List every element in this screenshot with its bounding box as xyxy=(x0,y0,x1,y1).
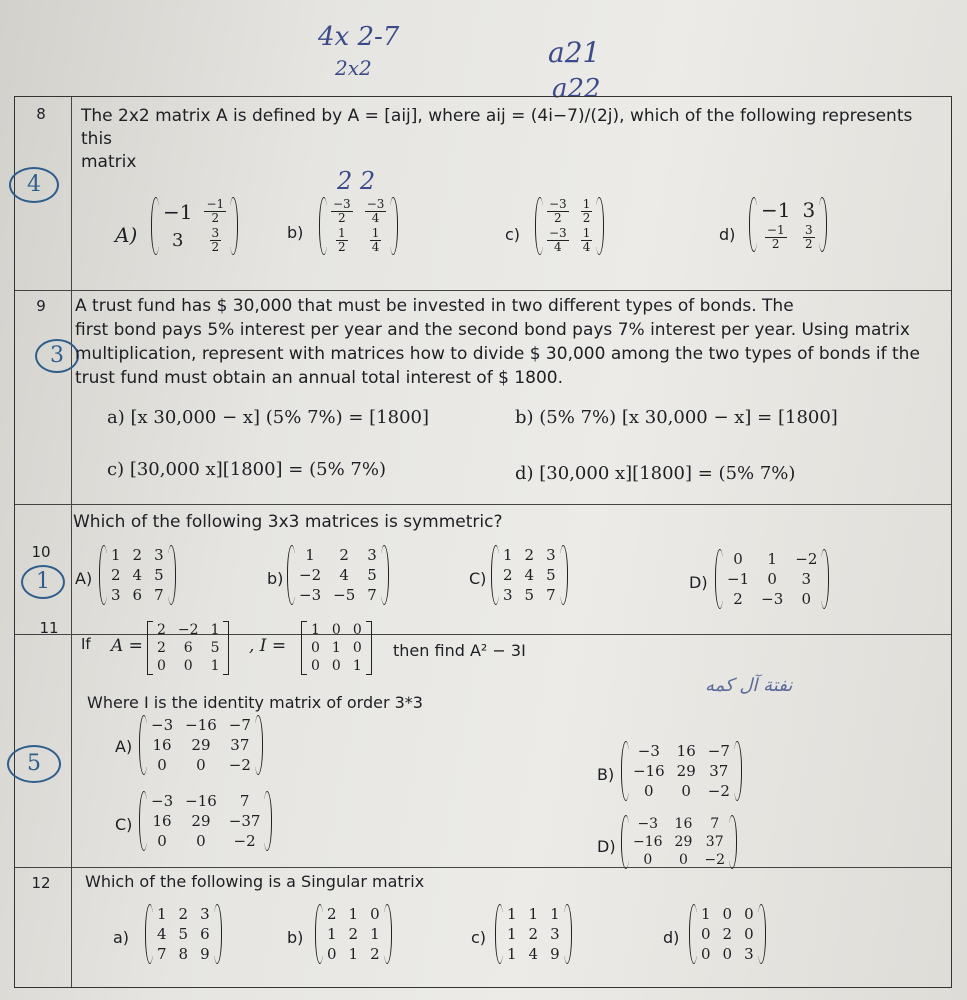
matrix-cell: 0 xyxy=(157,658,166,674)
option-b[interactable]: b) (5% 7%) [x 30,000 − x] = [1800] xyxy=(515,407,838,428)
matrix-cell: 7 xyxy=(367,586,377,604)
option-label: c) xyxy=(471,928,487,947)
matrix-cell: 9 xyxy=(200,945,210,963)
matrix-cell: 1 xyxy=(507,905,517,923)
question-text: Which of the following 3x3 matrices is symmetric? xyxy=(73,512,503,532)
matrix-cell: −2 xyxy=(233,832,256,850)
option-label: a) xyxy=(113,928,130,947)
matrix-cell: 2 xyxy=(370,945,380,963)
question-number: 8 xyxy=(36,105,46,123)
matrix-cell: 2 xyxy=(528,925,539,943)
option-matrix: $\frac{-3}{2}$ $\frac{1}{2}$ $\frac{-3}{4}$ $\frac{1}{4}$ xyxy=(541,197,598,255)
matrix-cell: 0 xyxy=(722,945,733,963)
question-text: Which of the following is a Singular matrix xyxy=(85,872,425,891)
question-text: The 2x2 matrix A is defined by A = [aij], where aij = (4i−7)/(2j), which of the following represents this xyxy=(81,106,913,149)
question-i-label: , I = xyxy=(249,636,287,656)
matrix-cell: −16 xyxy=(185,792,217,810)
matrix-cell: 6 xyxy=(200,925,210,943)
matrix-cell: 0 xyxy=(744,905,754,923)
option-label: A) xyxy=(75,569,93,588)
matrix-cell: −5 xyxy=(333,586,356,604)
matrix-cell: 29 xyxy=(191,736,211,754)
matrix-cell: 7 xyxy=(154,586,164,604)
matrix-cell: −16 xyxy=(633,834,663,850)
matrix-cell: 0 xyxy=(801,590,812,608)
matrix-cell: 4 xyxy=(132,566,143,584)
handwritten-arabic: نفتة آل كمه xyxy=(705,675,793,696)
matrix-cell: 1 xyxy=(311,622,320,638)
matrix-cell: 0 xyxy=(679,852,688,868)
matrix-cell: −2 xyxy=(704,852,726,868)
matrix-cell: −2 xyxy=(795,550,818,568)
matrix-cell: 6 xyxy=(132,586,143,604)
answer-circle: 1 xyxy=(21,565,65,599)
matrix-cell: 2 xyxy=(722,925,733,943)
option-matrix xyxy=(627,815,731,869)
matrix-cell: −3 xyxy=(637,816,659,832)
matrix-cell: 1 xyxy=(305,546,315,564)
option-matrix xyxy=(627,741,736,801)
matrix-cell: −2 xyxy=(177,622,199,638)
matrix-cell: 0 xyxy=(701,945,711,963)
matrix-cell: 4 xyxy=(339,566,349,584)
matrix-cell: 7 xyxy=(239,792,250,810)
option-matrix: −1 $\frac{-1}{2}$ 3 $\frac{3}{2}$ xyxy=(157,197,232,255)
matrix-cell: −16 xyxy=(633,762,665,780)
matrix-cell: −3 xyxy=(637,742,660,760)
matrix-cell: −7 xyxy=(707,742,730,760)
matrix-cell: 5 xyxy=(154,566,164,584)
matrix-cell: 2 xyxy=(111,566,121,584)
matrix-cell: −2 xyxy=(228,756,251,774)
option-label: b) xyxy=(287,928,304,947)
option-label: A) xyxy=(115,737,133,756)
option-matrix xyxy=(497,545,562,605)
matrix-cell: 1 xyxy=(331,640,341,656)
option-matrix xyxy=(721,549,823,609)
matrix-cell: −3 xyxy=(299,586,322,604)
option-label: D) xyxy=(597,837,616,856)
matrix-cell: 29 xyxy=(676,762,696,780)
matrix-cell: 2 xyxy=(327,905,337,923)
option-label: B) xyxy=(597,765,615,784)
matrix-cell: 0 xyxy=(331,658,341,674)
matrix-cell: 3 xyxy=(503,586,513,604)
option-matrix xyxy=(293,545,383,605)
option-label: C) xyxy=(469,569,487,588)
question-number: 10 xyxy=(31,543,51,561)
option-matrix xyxy=(145,715,257,775)
question-a-label: A = xyxy=(111,636,143,656)
matrix-cell: 2 xyxy=(157,622,166,638)
option-a[interactable]: a) [x 30,000 − x] (5% 7%) = [1800] xyxy=(107,407,430,428)
matrix-cell: −3 xyxy=(151,792,174,810)
matrix-cell: 0 xyxy=(352,622,362,638)
matrix-cell: 3 xyxy=(200,905,210,923)
matrix-cell: 7 xyxy=(710,816,720,832)
question-number: 12 xyxy=(31,874,51,892)
question-where: Where I is the identity matrix of order 3*3 xyxy=(87,693,423,712)
matrix-cell: 4 xyxy=(157,925,167,943)
matrix-cell: 1 xyxy=(701,905,711,923)
question-text-2: matrix xyxy=(81,152,137,172)
option-matrix: $\frac{-3}{2}$ $\frac{-3}{4}$ $\frac{1}{2}$ $\frac{1}{4}$ xyxy=(325,197,392,255)
matrix-cell: 0 xyxy=(722,905,733,923)
matrix-cell: 1 xyxy=(528,905,539,923)
matrix-cell: 5 xyxy=(546,566,556,584)
question-12 xyxy=(15,867,951,988)
matrix-cell: 0 xyxy=(352,640,362,656)
matrix-cell: 37 xyxy=(709,762,729,780)
matrix-cell: 29 xyxy=(191,812,211,830)
matrix-cell: 0 xyxy=(196,756,206,774)
matrix-cell: 0 xyxy=(643,852,653,868)
question-table xyxy=(14,96,952,988)
matrix-cell: 2 xyxy=(339,546,349,564)
matrix-cell: 4 xyxy=(524,566,535,584)
handwritten-note-top-left-2: 2x2 xyxy=(335,56,372,80)
matrix-cell: 37 xyxy=(705,834,724,850)
matrix-cell: 0 xyxy=(744,925,754,943)
matrix-cell: 0 xyxy=(183,658,193,674)
option-matrix xyxy=(501,904,566,964)
matrix-cell: 2 xyxy=(348,925,359,943)
option-matrix xyxy=(151,904,216,964)
matrix-cell: 5 xyxy=(178,925,189,943)
option-label: d) xyxy=(663,928,680,947)
question-line: multiplication, represent with matrices how to divide $ 30,000 among the two types of bonds if the xyxy=(75,344,920,364)
question-9 xyxy=(15,290,951,505)
question-11 xyxy=(15,619,951,868)
answer-circle: 4 xyxy=(9,167,59,203)
matrix-cell: 0 xyxy=(701,925,711,943)
matrix-cell: −16 xyxy=(185,716,217,734)
matrix-cell: 16 xyxy=(152,736,172,754)
option-matrix xyxy=(321,904,386,964)
matrix-cell: 37 xyxy=(230,736,250,754)
question-8 xyxy=(15,97,951,290)
handwritten-note-a22: a22 xyxy=(552,74,601,104)
matrix-cell: 3 xyxy=(546,546,556,564)
matrix-cell: 1 xyxy=(507,945,517,963)
matrix-cell: 7 xyxy=(157,945,167,963)
matrix-cell: 0 xyxy=(311,640,320,656)
option-d[interactable]: d) [30,000 x][1800] = (5% 7%) xyxy=(515,463,796,484)
matrix-cell: 1 xyxy=(111,546,121,564)
question-line: trust fund must obtain an annual total interest of $ 1800. xyxy=(75,368,563,388)
matrix-cell: 2 xyxy=(157,640,166,656)
option-matrix xyxy=(695,904,760,964)
matrix-cell: 1 xyxy=(550,905,560,923)
matrix-cell: 1 xyxy=(327,925,337,943)
question-10 xyxy=(15,504,951,635)
answer-circle: 5 xyxy=(7,745,61,783)
matrix-cell: 3 xyxy=(550,925,560,943)
option-matrix xyxy=(105,545,170,605)
matrix-a xyxy=(151,621,225,675)
option-label: A) xyxy=(115,223,138,247)
option-label: b) xyxy=(267,569,284,588)
matrix-cell: 7 xyxy=(546,586,556,604)
option-label: D) xyxy=(689,573,708,592)
handwritten-note-a21: a21 xyxy=(548,36,601,69)
question-line: A trust fund has $ 30,000 that must be invested in two different types of bonds. The xyxy=(75,296,794,316)
matrix-cell: −1 xyxy=(727,570,750,588)
matrix-cell: 3 xyxy=(367,546,377,564)
matrix-cell: 5 xyxy=(524,586,535,604)
answer-circle: 3 xyxy=(35,339,79,373)
matrix-identity xyxy=(305,621,368,675)
matrix-cell: 0 xyxy=(327,945,337,963)
matrix-cell: 2 xyxy=(524,546,535,564)
matrix-cell: 4 xyxy=(528,945,539,963)
matrix-cell: 1 xyxy=(348,905,359,923)
matrix-cell: 1 xyxy=(157,905,167,923)
matrix-cell: 2 xyxy=(132,546,143,564)
matrix-cell: 0 xyxy=(681,782,691,800)
matrix-cell: 0 xyxy=(767,570,777,588)
question-number: 9 xyxy=(36,297,46,315)
matrix-cell: 9 xyxy=(550,945,560,963)
option-matrix: −1 3 $\frac{-1}{2}$ $\frac{3}{2}$ xyxy=(755,197,821,252)
question-if: If xyxy=(81,635,91,653)
matrix-cell: 0 xyxy=(644,782,654,800)
option-label: b) xyxy=(287,223,304,242)
option-label: d) xyxy=(719,225,736,244)
option-label: C) xyxy=(115,815,133,834)
matrix-cell: 2 xyxy=(733,590,743,608)
matrix-cell: 3 xyxy=(744,945,754,963)
option-matrix xyxy=(145,791,266,851)
matrix-cell: −3 xyxy=(151,716,174,734)
matrix-cell: 0 xyxy=(196,832,206,850)
question-number: 11 xyxy=(39,619,59,637)
question-line: first bond pays 5% interest per year and the second bond pays 7% interest per year. Using matrix xyxy=(75,320,910,340)
matrix-cell: 0 xyxy=(370,905,380,923)
question-then: then find A² − 3I xyxy=(393,641,526,660)
matrix-cell: 1 xyxy=(210,658,220,674)
matrix-cell: −7 xyxy=(228,716,251,734)
matrix-cell: 5 xyxy=(210,640,220,656)
matrix-cell: 1 xyxy=(503,546,513,564)
matrix-cell: 1 xyxy=(352,658,362,674)
matrix-cell: 16 xyxy=(674,816,693,832)
matrix-cell: 3 xyxy=(111,586,121,604)
matrix-cell: 16 xyxy=(676,742,696,760)
matrix-cell: 0 xyxy=(157,756,167,774)
matrix-cell: 3 xyxy=(154,546,164,564)
matrix-cell: 1 xyxy=(507,925,517,943)
matrix-cell: −37 xyxy=(228,812,261,830)
matrix-cell: −2 xyxy=(707,782,730,800)
matrix-cell: 16 xyxy=(152,812,172,830)
matrix-cell: −3 xyxy=(761,590,784,608)
matrix-cell: 0 xyxy=(157,832,167,850)
matrix-cell: 0 xyxy=(331,622,341,638)
matrix-cell: 1 xyxy=(210,622,220,638)
handwritten-note: 2 2 xyxy=(337,167,376,195)
matrix-cell: 1 xyxy=(370,925,380,943)
matrix-cell: 5 xyxy=(367,566,377,584)
matrix-cell: 8 xyxy=(178,945,189,963)
matrix-cell: −2 xyxy=(299,566,322,584)
option-c[interactable]: c) [30,000 x][1800] = (5% 7%) xyxy=(107,459,386,480)
matrix-cell: 0 xyxy=(311,658,320,674)
matrix-cell: 6 xyxy=(183,640,193,656)
matrix-cell: 3 xyxy=(801,570,812,588)
matrix-cell: 1 xyxy=(348,945,359,963)
matrix-cell: 29 xyxy=(674,834,693,850)
matrix-cell: 2 xyxy=(178,905,189,923)
handwritten-note-top-left: 4x 2-7 xyxy=(318,22,400,52)
matrix-cell: 1 xyxy=(767,550,777,568)
option-label: c) xyxy=(505,225,521,244)
matrix-cell: 2 xyxy=(503,566,513,584)
matrix-cell: 0 xyxy=(733,550,743,568)
